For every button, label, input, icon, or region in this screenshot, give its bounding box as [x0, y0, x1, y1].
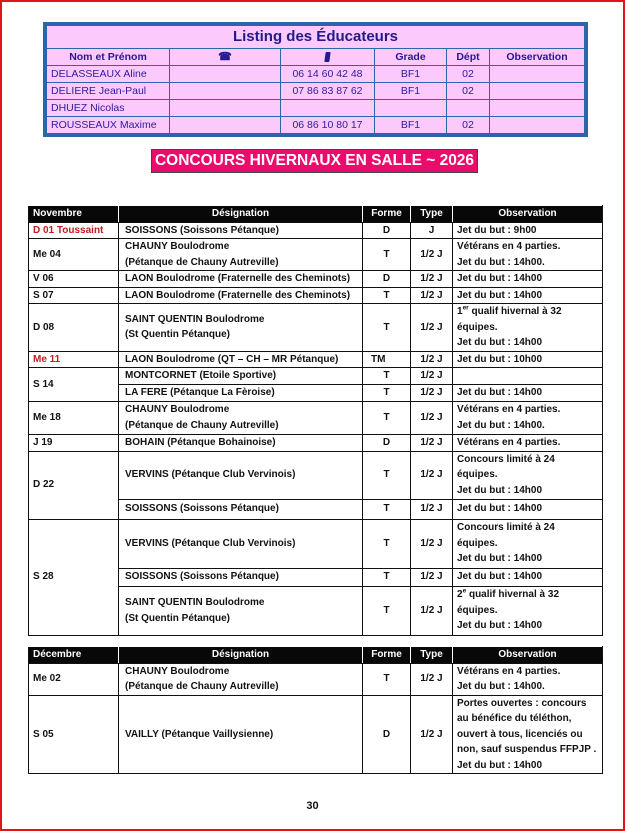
schedule-row: [29, 519, 603, 568]
event-date: Me 04: [29, 239, 119, 271]
event-date: V 06: [29, 271, 119, 288]
event-designation: LAON Boulodrome (Fraternelle des Cheminots): [119, 271, 363, 288]
educator-grade: BF1: [375, 117, 447, 134]
event-type: 1/2 J: [411, 384, 453, 401]
event-observation: [453, 451, 603, 499]
educators-title: Listing des Éducateurs: [47, 26, 585, 49]
event-date: Me 02: [29, 663, 119, 695]
event-forme: T: [363, 519, 411, 568]
observation-text: qualif hivernal à 32: [466, 589, 559, 601]
event-forme: T: [363, 287, 411, 304]
schedule-row: [29, 451, 603, 499]
event-observation: Jet du but : 14h00: [453, 568, 603, 586]
col-header-month: Décembre: [29, 647, 119, 664]
col-header-grade: Grade: [375, 49, 447, 66]
observation-line: au bénéfice du téléthon,: [457, 713, 572, 724]
event-type: 1/2 J: [411, 351, 453, 368]
educator-name: DELIERE Jean-Paul: [47, 83, 170, 100]
event-type: J: [411, 222, 453, 239]
educator-phone: [170, 83, 281, 100]
event-observation: Jet du but : 10h00: [453, 351, 603, 368]
event-designation: VERVINS (Pétanque Club Vervinois): [119, 519, 363, 568]
designation-line: CHAUNY Boulodrome: [125, 404, 230, 415]
event-observation: Jet du but : 14h00: [453, 287, 603, 304]
educator-mobile: [281, 100, 375, 117]
ordinal-suffix: er: [462, 304, 469, 312]
event-date: D 01 Toussaint: [29, 222, 119, 239]
event-designation: VAILLY (Pétanque Vaillysienne): [119, 695, 363, 774]
designation-line: (St Quentin Pétanque): [125, 612, 230, 624]
phone-icon: ☎: [218, 51, 232, 63]
observation-line: Vétérans en 4 parties.: [457, 665, 561, 677]
schedule-row: [29, 351, 603, 368]
event-forme: T: [363, 499, 411, 519]
event-designation: MONTCORNET (Etoile Sportive): [119, 368, 363, 385]
event-date: J 19: [29, 434, 119, 451]
educator-dept: 02: [447, 83, 490, 100]
educator-observation: [490, 117, 585, 134]
event-observation: [453, 663, 603, 695]
event-observation: Jet du but : 14h00: [453, 271, 603, 288]
event-type: 1/2 J: [411, 239, 453, 271]
event-date: D 22: [29, 451, 119, 519]
observation-line: Vétérans en 4 parties.: [457, 404, 561, 415]
educator-mobile: 06 86 10 80 17: [281, 117, 375, 134]
educator-row: [47, 117, 585, 134]
designation-line: CHAUNY Boulodrome: [125, 241, 230, 252]
event-date: D 08: [29, 304, 119, 352]
event-designation: SOISSONS (Soissons Pétanque): [119, 568, 363, 586]
event-observation: [453, 519, 603, 568]
observation-line: Jet du but : 14h00: [457, 620, 543, 632]
educator-mobile: 06 14 60 42 48: [281, 66, 375, 83]
event-designation: SOISSONS (Soissons Pétanque): [119, 222, 363, 239]
educator-observation: [490, 66, 585, 83]
schedule-row: [29, 663, 603, 695]
page-number: 30: [306, 800, 319, 812]
col-header-phone: [170, 49, 281, 66]
educator-row: [47, 66, 585, 83]
event-type: 1/2 J: [411, 401, 453, 434]
designation-line: CHAUNY Boulodrome: [125, 665, 230, 677]
event-type: 1/2 J: [411, 304, 453, 352]
col-header-mobile: [281, 49, 375, 66]
event-type: 1/2 J: [411, 287, 453, 304]
event-observation: Jet du but : 9h00: [453, 222, 603, 239]
col-header-type: Type: [411, 206, 453, 223]
col-header-observation: Observation: [453, 647, 603, 664]
observation-line: Jet du but : 14h00.: [457, 419, 545, 431]
event-observation: [453, 586, 603, 635]
observation-line: Portes ouvertes : concours: [457, 697, 587, 709]
observation-line: équipes.: [457, 321, 498, 333]
observation-line: Jet du but : 14h00: [457, 759, 543, 771]
event-observation: [453, 368, 603, 385]
designation-line: (Pétanque de Chauny Autreville): [125, 419, 279, 431]
event-designation: LAON Boulodrome (Fraternelle des Cheminots): [119, 287, 363, 304]
ordinal-suffix: e: [462, 587, 467, 595]
event-date: S 07: [29, 287, 119, 304]
event-observation: Vétérans en 4 parties.: [453, 434, 603, 451]
event-date: Me 18: [29, 401, 119, 434]
col-header-month: Novembre: [29, 206, 119, 223]
event-designation: [119, 663, 363, 695]
event-type: 1/2 J: [411, 586, 453, 635]
col-header-forme: Forme: [363, 206, 411, 223]
col-header-observation: Observation: [490, 49, 585, 66]
observation-line: Jet du but : 14h00: [457, 337, 543, 348]
schedule-row: [29, 287, 603, 304]
mobile-phone-icon: [324, 52, 330, 62]
ordinal-number: 2: [457, 589, 463, 601]
educator-phone: [170, 117, 281, 134]
event-designation: LA FERE (Pétanque La Fèroise): [119, 384, 363, 401]
event-forme: T: [363, 239, 411, 271]
schedule-row: [29, 271, 603, 288]
event-observation: Jet du but : 14h00: [453, 499, 603, 519]
event-type: 1/2 J: [411, 451, 453, 499]
educator-observation: [490, 83, 585, 100]
event-type: 1/2 J: [411, 663, 453, 695]
designation-line: SAINT QUENTIN Boulodrome: [125, 313, 265, 325]
educator-phone: [170, 100, 281, 117]
educator-grade: [375, 100, 447, 117]
ordinal-number: 1: [457, 306, 463, 317]
educator-dept: 02: [447, 117, 490, 134]
col-header-designation: Désignation: [119, 647, 363, 664]
educator-dept: 02: [447, 66, 490, 83]
educator-grade: BF1: [375, 83, 447, 100]
schedule-row: [29, 368, 603, 385]
educator-observation: [490, 100, 585, 117]
event-type: 1/2 J: [411, 695, 453, 774]
educators-table: [43, 22, 588, 137]
event-type: 1/2 J: [411, 271, 453, 288]
educator-name: DELASSEAUX Aline: [47, 66, 170, 83]
col-header-forme: Forme: [363, 647, 411, 664]
event-forme: D: [363, 434, 411, 451]
col-header-name: Nom et Prénom: [47, 49, 170, 66]
event-observation: [453, 401, 603, 434]
event-type: 1/2 J: [411, 499, 453, 519]
event-date: S 05: [29, 695, 119, 774]
schedule-row: [29, 434, 603, 451]
observation-text: qualif hivernal à 32: [468, 306, 562, 317]
event-type: 1/2 J: [411, 434, 453, 451]
col-header-observation: Observation: [453, 206, 603, 223]
observation-line: équipes.: [457, 537, 498, 549]
event-forme: T: [363, 304, 411, 352]
observation-line: équipes.: [457, 604, 498, 616]
event-forme: T: [363, 663, 411, 695]
event-observation: [453, 695, 603, 774]
educator-phone: [170, 66, 281, 83]
observation-line: ouvert à tous, licenciés ou: [457, 728, 583, 740]
col-header-type: Type: [411, 647, 453, 664]
educator-grade: BF1: [375, 66, 447, 83]
november-schedule-table: [28, 205, 603, 636]
observation-line: Concours limité à 24: [457, 522, 555, 534]
event-designation: BOHAIN (Pétanque Bohainoise): [119, 434, 363, 451]
event-designation: [119, 239, 363, 271]
event-type: 1/2 J: [411, 368, 453, 385]
event-designation: SOISSONS (Soissons Pétanque): [119, 499, 363, 519]
event-date: S 28: [29, 519, 119, 635]
event-forme: T: [363, 568, 411, 586]
event-type: 1/2 J: [411, 568, 453, 586]
educator-dept: [447, 100, 490, 117]
event-observation: Jet du but : 14h00: [453, 384, 603, 401]
observation-line: équipes.: [457, 469, 498, 481]
observation-line: [457, 587, 598, 603]
event-forme: T: [363, 451, 411, 499]
observation-line: [457, 304, 598, 320]
designation-line: (Pétanque de Chauny Autreville): [125, 256, 279, 268]
event-forme: T: [363, 401, 411, 434]
col-header-designation: Désignation: [119, 206, 363, 223]
educator-mobile: 07 86 83 87 62: [281, 83, 375, 100]
event-date: Me 11: [29, 351, 119, 368]
designation-line: (St Quentin Pétanque): [125, 329, 230, 341]
event-forme: TM: [363, 351, 411, 368]
col-header-dept: Dépt: [447, 49, 490, 66]
schedule-row: [29, 239, 603, 271]
event-designation: VERVINS (Pétanque Club Vervinois): [119, 451, 363, 499]
educator-name: ROUSSEAUX Maxime: [47, 117, 170, 134]
event-date: S 14: [29, 368, 119, 402]
event-forme: T: [363, 384, 411, 401]
educator-row: [47, 100, 585, 117]
observation-line: Jet du but : 14h00: [457, 553, 543, 565]
event-forme: D: [363, 695, 411, 774]
observation-line: Jet du but : 14h00.: [457, 681, 545, 692]
event-designation: [119, 401, 363, 434]
event-forme: D: [363, 271, 411, 288]
designation-line: (Pétanque de Chauny Autreville): [125, 681, 279, 692]
designation-line: SAINT QUENTIN Boulodrome: [125, 597, 265, 608]
schedule-row: [29, 695, 603, 774]
schedule-row: [29, 222, 603, 239]
schedule-row: [29, 304, 603, 352]
event-forme: T: [363, 586, 411, 635]
educator-row: [47, 83, 585, 100]
observation-line: Concours limité à 24: [457, 453, 555, 465]
event-forme: T: [363, 368, 411, 385]
schedule-row: [29, 401, 603, 434]
event-designation: [119, 586, 363, 635]
observation-line: Vétérans en 4 parties.: [457, 241, 561, 252]
competition-banner: CONCOURS HIVERNAUX EN SALLE ~ 2026: [151, 149, 478, 173]
december-schedule-table: [28, 646, 603, 774]
event-designation: LAON Boulodrome (QT – CH – MR Pétanque): [119, 351, 363, 368]
observation-line: Jet du but : 14h00.: [457, 256, 545, 268]
event-forme: D: [363, 222, 411, 239]
event-observation: [453, 304, 603, 352]
observation-line: non, sauf suspendus FFPJP .: [457, 744, 597, 755]
event-type: 1/2 J: [411, 519, 453, 568]
educator-name: DHUEZ Nicolas: [47, 100, 170, 117]
event-designation: [119, 304, 363, 352]
observation-line: Jet du but : 14h00: [457, 484, 543, 496]
event-observation: [453, 239, 603, 271]
